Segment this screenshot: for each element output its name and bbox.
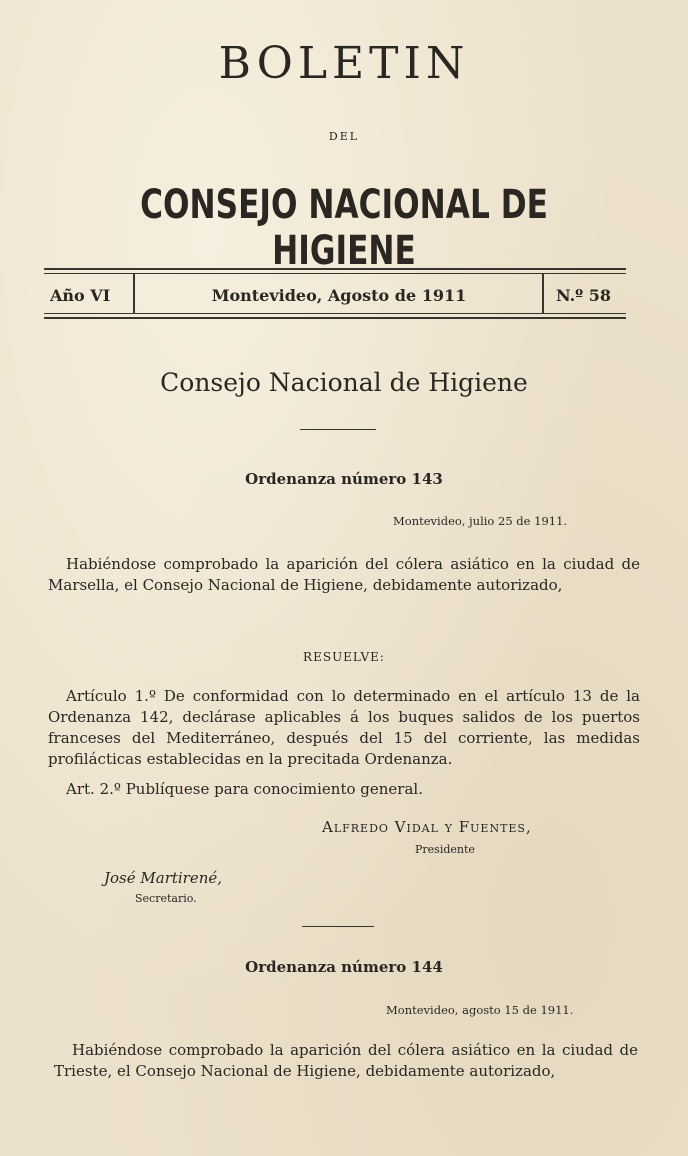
- ordinance-143-title: Ordenanza número 143: [245, 470, 443, 488]
- ordinance-144-preamble: Habiéndose comprobado la aparición del cólera asiático en la ciudad de Trieste, el Consejo Nacional de Higiene, debidamente autorizado,: [54, 1041, 638, 1080]
- president-role: Presidente: [415, 843, 475, 856]
- issue-number: N.º 58: [556, 286, 612, 305]
- issue-bar-top-rule-thin: [44, 273, 626, 274]
- secretary-role: Secretario.: [135, 892, 197, 905]
- issue-place-date: Montevideo, Agosto de 1911: [211, 286, 467, 305]
- issue-year: Año VI: [50, 286, 111, 305]
- issue-bar-divider-left: [133, 274, 135, 314]
- ordinance-143-preamble: Habiéndose comprobado la aparición del cólera asiático en la ciudad de Marsella, el Consejo Nacional de Higiene, debidamente autorizado,: [48, 555, 640, 594]
- masthead-subtitle: CONSEJO NACIONAL DE HIGIENE: [140, 182, 548, 274]
- ordinance-divider: [302, 926, 374, 927]
- masthead-title: BOLETIN: [218, 38, 470, 89]
- secretary-name: José Martirené,: [104, 869, 223, 887]
- issue-bar-bottom-rule-thin: [44, 313, 626, 314]
- ordinance-143-article-1: Artículo 1.º De conformidad con lo determinado en el artículo 13 de la Ordenanza 142, declárase aplicables á los buques salidos de los puertos franceses del Mediterráneo, después del 15 del corriente, las medidas profilácticas establecidas en la precitada Ordenanza.: [48, 687, 640, 768]
- issue-bar-bottom-rule: [44, 317, 626, 319]
- ordinance-143-date: Montevideo, julio 25 de 1911.: [393, 514, 568, 528]
- ordinance-144-date: Montevideo, agosto 15 de 1911.: [386, 1003, 574, 1017]
- president-name: Alfredo Vidal y Fuentes,: [322, 818, 532, 836]
- ordinance-143-article-2: Art. 2.º Publíquese para conocimiento general.: [66, 780, 423, 798]
- ordinance-143-resolves: RESUELVE:: [303, 650, 385, 664]
- section-divider: [300, 429, 376, 430]
- ordinance-144-title: Ordenanza número 144: [245, 958, 443, 976]
- issue-bar-top-rule: [44, 268, 626, 270]
- section-heading: Consejo Nacional de Higiene: [160, 368, 528, 397]
- masthead-connector: DEL: [328, 130, 360, 143]
- issue-bar-divider-right: [542, 274, 544, 314]
